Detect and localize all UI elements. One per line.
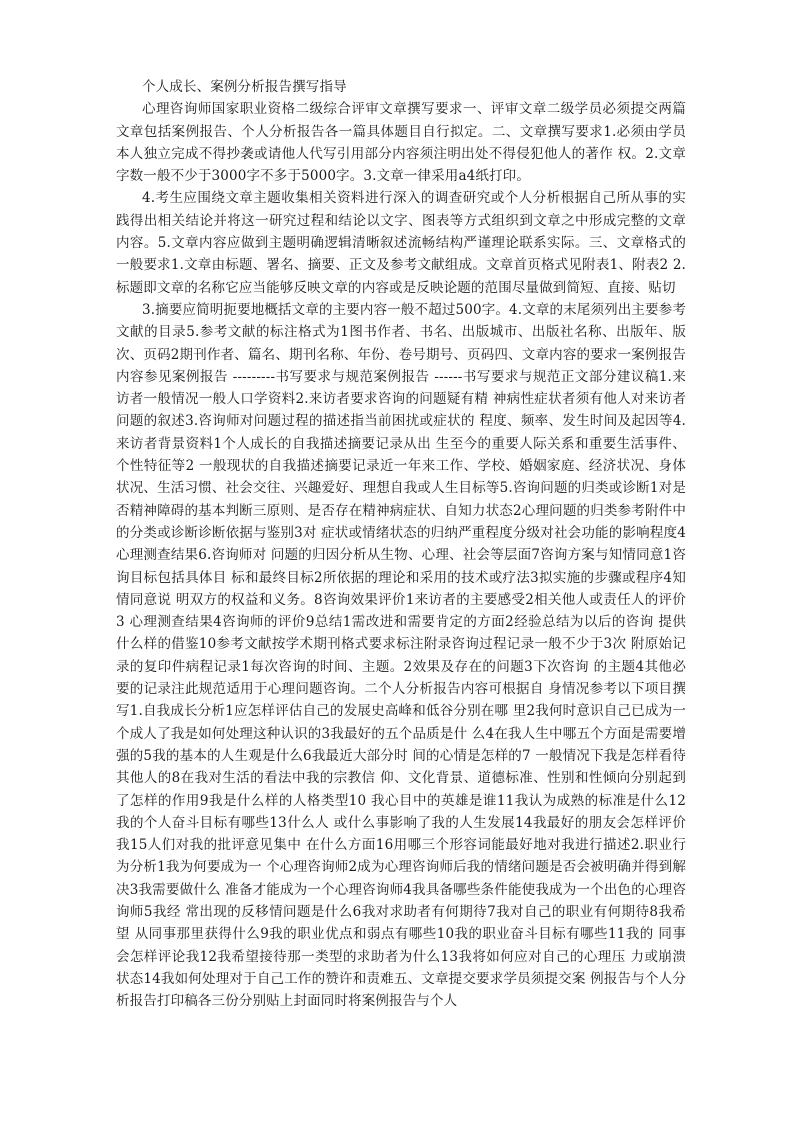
paragraph-2: 4.考生应围绕文章主题收集相关资料进行深入的调查研究或个人分析根据自己所从事的实践得出相关结论并将这一研究过程和结论以文字、图表等方式组织到文章之中形成完整的文章内容。5.文章内容应做到主题明确逻辑清晰叙述流畅结构严谨理论联系实际。三、文章格式的一般要求1.文章由标题、署名、摘要、正文及参考文献组成。文章首页格式见附表1、附表2 2.标题即文章的名称它应当能够反映文章的内容或是反映论题的范围尽量做到简短、直接、贴切 <box>116 190 686 296</box>
document-title: 个人成长、案例分析报告撰写指导 <box>142 79 347 95</box>
paragraph-1: 心理咨询师国家职业资格二级综合评审文章撰写要求一、评审文章二级学员必须提交两篇文章包括案例报告、个人分析报告各一篇具体题目自行拟定。二、文章撰写要求1.必须由学员本人独立完成不得抄袭或请他人代写引用部分内容须注明出处不得侵犯他人的著作 权。2.文章字数一般不少于3000字不多于5000字。3.文章一律采用a4纸打印。 <box>116 101 686 185</box>
document-page <box>116 76 686 1012</box>
paragraph-3: 3.摘要应简明扼要地概括文章的主要内容一般不超过500字。4.文章的末尾须列出主要参考文献的目录5.参考文献的标注格式为1图书作者、书名、出版城市、出版社名称、出版年、版次、页码2期刊作者、篇名、期刊名称、年份、卷号期号、页码四、文章内容的要求一案例报告内容参见案例报告 ---------书写要求与规范案例报告 ------书写要求与规范正文部分建议稿1.来访者一般情况一般人口学资料2.来访者要求咨询的问题疑有精 神病性症状者须有他人对来访者问题的叙述3.咨询师对问题过程的描述指当前困扰或症状的 程度、频率、发生时间及起因等4.来访者背景资料1个人成长的自我描述摘要记录从出 生至今的重要人际关系和重要生活事件、个性特征等2 一般现状的自我描述摘要记录近一年来工作、学校、婚姻家庭、经济状况、身体状况、生活习惯、社会交往、兴趣爱好、理想自我或人生目标等5.咨询问题的归类或诊断1对是否精神障碍的基本判断三原则、是否存在精神病症状、自知力状态2心理问题的归类参考附件中的分类或诊断诊断依据与鉴别3对 症状或情绪状态的归纳严重程度分级对社会功能的影响程度4心理测查结果6.咨询师对 问题的归因分析从生物、心理、社会等层面7咨询方案与知情同意1咨询目标包括具体目 标和最终目标2所依据的理论和采用的技术或疗法3拟实施的步骤或程序4知情同意说 明双方的权益和义务。8咨询效果评价1来访者的主要感受2相关他人或责任人的评价3 心理测查结果4咨询师的评价9总结1需改进和需要肯定的方面2经验总结为以后的咨询 提供什么样的借鉴10参考文献按学术期刊格式要求标注附录咨询过程记录一般不少于3次 附原始记录的复印件病程记录1每次咨询的时间、主题。2效果及存在的问题3下次咨询 的主题4其他必要的记录注此规范适用于心理问题咨询。二个人分析报告内容可根据自 身情况参考以下项目撰写1.自我成长分析1应怎样评估自己的发展史高峰和低谷分别在哪 里2我何时意识自己已成为一个成人了我是如何处理这种认识的3我最好的五个品质是什 么4在我人生中哪五个方面是需要增强的5我的基本的人生观是什么6我最近大部分时 间的心情是怎样的7 一般情况下我是怎样看待其他人的8在我对生活的看法中我的宗教信 仰、文化背景、道德标准、性别和性倾向分别起到了怎样的作用9我是什么样的人格类型10 我心目中的英雄是谁11我认为成熟的标准是什么12我的个人奋斗目标有哪些13什么人 或什么事影响了我的人生发展14我最好的朋友会怎样评价我15人们对我的批评意见集中 在什么方面16用哪三个形容词能最好地对我进行描述2.职业行为分析1我为何要成为一 个心理咨询师2成为心理咨询师后我的情绪问题是否会被明确并得到解决3我需要做什么 准备才能成为一个心理咨询师4我具备哪些条件能使我成为一个出色的心理咨询师5我经 常出现的反移情问题是什么6我对求助者有何期待7我对自己的职业有何期待8我希望 从同事那里获得什么9我的职业优点和弱点有哪些10我的职业奋斗目标有哪些11我的 同事会怎样评论我12我希望接待那一类型的求助者为什么13我将如何应对自己的心理压 力或崩溃状态14我如何处理对于自己工作的赞许和责难五、文章提交要求学员须提交案 例报告与个人分析报告打印稿各三份分别贴上封面同时将案例报告与个人 <box>116 301 686 1010</box>
